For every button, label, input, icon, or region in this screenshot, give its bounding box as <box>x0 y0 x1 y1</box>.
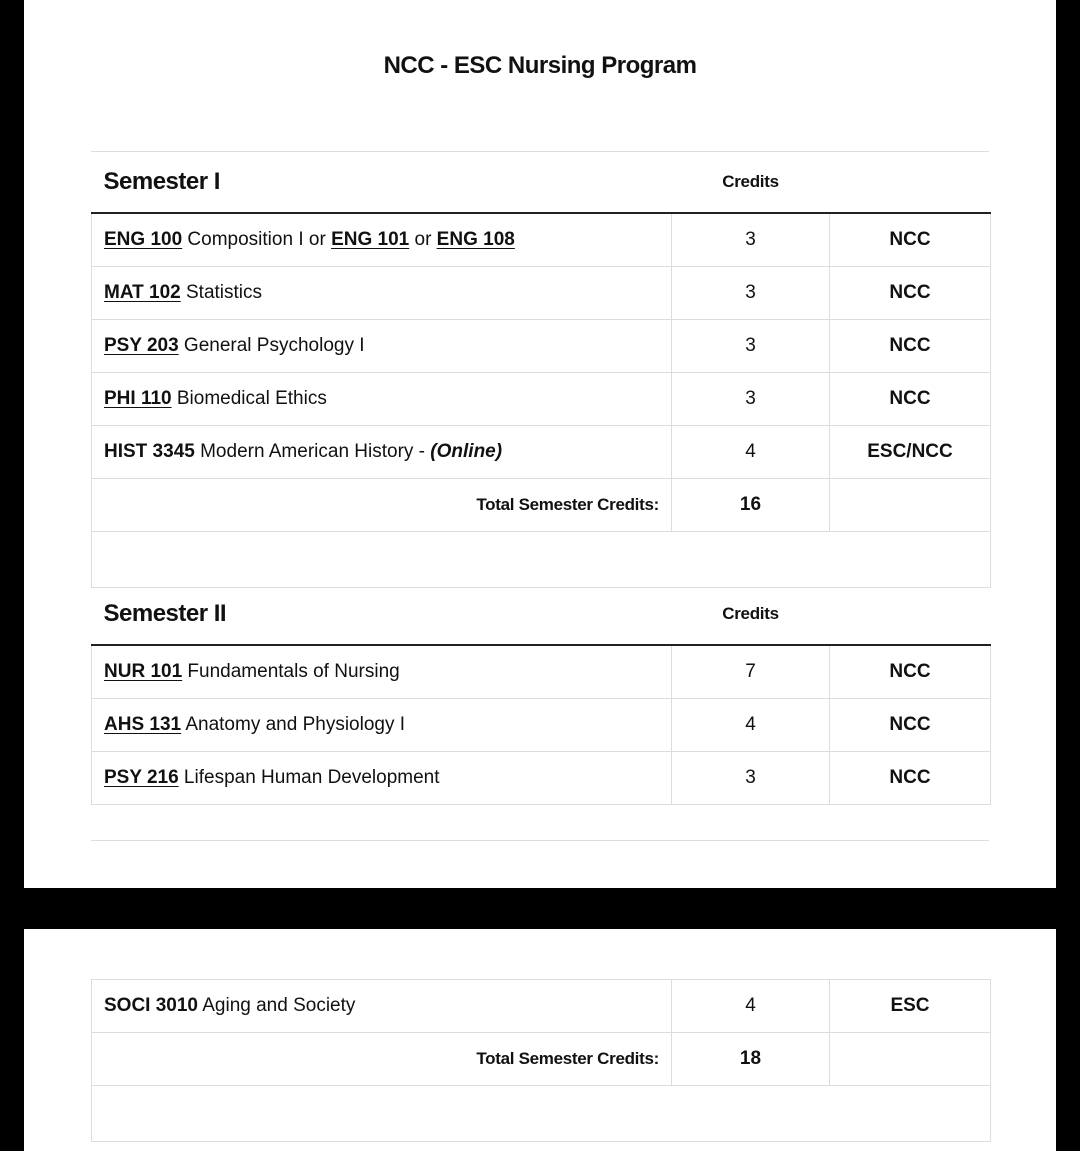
course-link-mat-102[interactable]: MAT 102 <box>104 282 181 303</box>
table-row <box>92 320 991 373</box>
course-cell <box>92 213 672 267</box>
page-title: NCC - ESC Nursing Program <box>383 52 697 79</box>
institution-value: NCC <box>830 752 991 805</box>
credits-value: 3 <box>672 267 830 320</box>
course-link-eng-101[interactable]: ENG 101 <box>331 229 410 250</box>
spacer-row <box>92 1086 991 1142</box>
credits-value: 3 <box>672 373 830 426</box>
course-cell <box>92 645 672 699</box>
institution-value: NCC <box>830 267 991 320</box>
course-name: Composition I or <box>182 229 332 250</box>
table-row <box>92 213 991 267</box>
document-page-bottom <box>24 929 1056 1151</box>
institution-value: ESC/NCC <box>830 426 991 479</box>
course-cell <box>92 699 672 752</box>
table-row <box>92 752 991 805</box>
table-row <box>92 980 991 1033</box>
course-code: HIST 3345 <box>104 441 195 462</box>
course-code: SOCI 3010 <box>104 995 198 1016</box>
table-row <box>92 426 991 479</box>
total-credits: 16 <box>672 479 830 532</box>
course-name: Fundamentals of Nursing <box>182 661 400 682</box>
institution-value: NCC <box>830 645 991 699</box>
total-row <box>92 1033 991 1086</box>
course-link-psy-216[interactable]: PSY 216 <box>104 767 179 788</box>
total-label: Total Semester Credits: <box>92 479 672 532</box>
spacer-row <box>92 532 991 588</box>
course-cell <box>92 752 672 805</box>
course-link-nur-101[interactable]: NUR 101 <box>104 661 183 682</box>
course-name: Modern American History - <box>194 441 431 462</box>
table-row <box>92 373 991 426</box>
table-row <box>92 645 991 699</box>
course-name: Anatomy and Physiology I <box>181 714 406 735</box>
course-or: or <box>409 229 437 250</box>
credits-value: 4 <box>672 699 830 752</box>
total-label: Total Semester Credits: <box>92 1033 672 1086</box>
total-credits: 18 <box>672 1033 830 1086</box>
credits-header: Credits <box>672 584 830 645</box>
document-page-top <box>24 0 1056 888</box>
course-link-eng-100[interactable]: ENG 100 <box>104 229 183 250</box>
online-note: (Online) <box>430 441 503 462</box>
course-link-eng-108[interactable]: ENG 108 <box>436 229 515 250</box>
course-cell <box>92 980 672 1033</box>
credits-value: 3 <box>672 320 830 373</box>
table-row <box>92 267 991 320</box>
semester-2-header <box>92 584 991 645</box>
course-name: Biomedical Ethics <box>171 388 327 409</box>
semester-2-table-continued <box>91 979 991 1142</box>
institution-value: ESC <box>830 980 991 1033</box>
credits-value: 3 <box>672 752 830 805</box>
credits-value: 4 <box>672 980 830 1033</box>
total-row <box>92 479 991 532</box>
table-row <box>92 699 991 752</box>
credits-value: 3 <box>672 213 830 267</box>
semester-2-table <box>91 584 991 805</box>
institution-value: NCC <box>830 320 991 373</box>
course-link-phi-110[interactable]: PHI 110 <box>104 388 172 409</box>
course-cell <box>92 267 672 320</box>
bottom-divider <box>91 840 989 841</box>
semester-1-title: Semester I <box>92 152 672 213</box>
course-cell <box>92 320 672 373</box>
course-name: Aging and Society <box>198 995 356 1016</box>
semester-1-header <box>92 152 991 213</box>
course-name: Lifespan Human Development <box>178 767 440 788</box>
course-link-ahs-131[interactable]: AHS 131 <box>104 714 182 735</box>
course-cell <box>92 426 672 479</box>
institution-value: NCC <box>830 213 991 267</box>
institution-value: NCC <box>830 699 991 752</box>
institution-value: NCC <box>830 373 991 426</box>
course-cell <box>92 373 672 426</box>
semester-1-table <box>91 152 991 588</box>
course-name: General Psychology I <box>178 335 365 356</box>
course-link-psy-203[interactable]: PSY 203 <box>104 335 179 356</box>
credits-value: 7 <box>672 645 830 699</box>
credits-value: 4 <box>672 426 830 479</box>
credits-header: Credits <box>672 152 830 213</box>
semester-2-title: Semester II <box>92 584 672 645</box>
course-name: Statistics <box>180 282 263 303</box>
